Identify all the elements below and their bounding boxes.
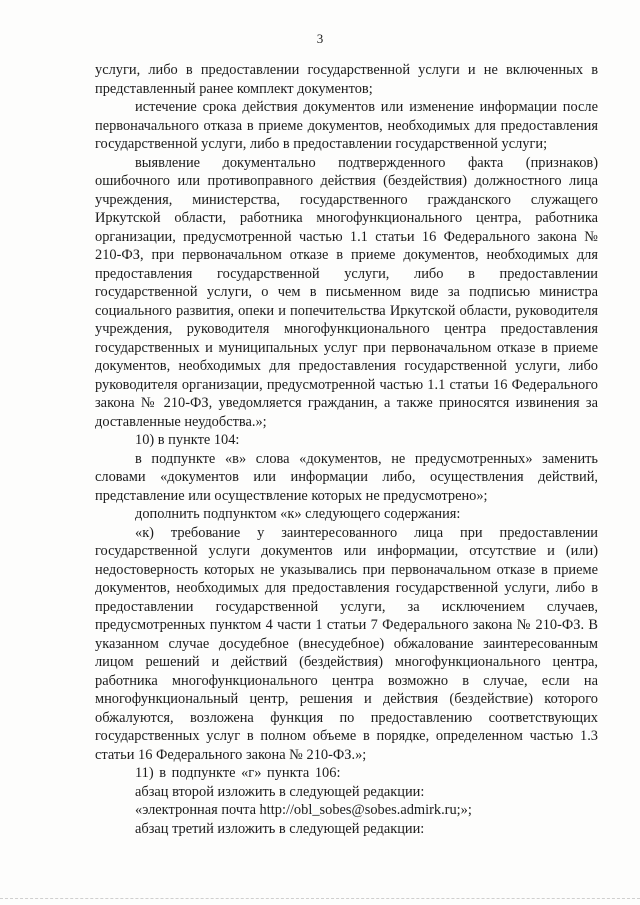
paragraph-subitem-k-text: «к) требование у заинтересованного лица при предоставлении государственной услуги документов или информации, отсутствие и (или) недостоверность которых не указывались при первоначальном отказе в приеме документов, необходимых для предоставления государственной услуги, либо в предоставлении государственной услуги, за исключением случаев, предусмотренных пунктом 4 части 1 статьи 7 Федерального закона № 210-ФЗ. В указанном случае досудебное (внесудебное) обжалование заинтересованным лицом решений и действий (бездействия) многофункционального центра, работника многофункционального центра возможно в случае, если на многофункциональный центр, решения и действия (бездействие) которого обжалуются, возложена функция по предоставлению соответствующих государственных услуг в полном объеме в порядке, определенном частью 1.3 статьи 16 Федерального закона № 210-ФЗ.»; xyxy=(95,524,598,763)
paragraph-add-subitem-k: дополнить подпунктом «к» следующего содержания: xyxy=(135,506,461,522)
document-body xyxy=(95,61,598,838)
paragraph-item-10-heading: 10) в пункте 104: xyxy=(135,432,240,448)
paragraph-error-detection: выявление документально подтвержденного факта (признаков) ошибочного или противоправного действия (бездействия) должностного лица учреждения, министерства, государственного гражданского служащего Иркутской области, работника многофункционального центра, работника организации, предусмотренной частью 1.1 статьи 16 Федерального закона № 210-ФЗ, при первоначальном отказе в приеме документов, необходимых для предоставления государственной услуги, либо в предоставлении государственной услуги, о чем в письменном виде за подписью министра социального развития, опеки и попечительства Иркутской области, руководителя учреждения, руководителя многофункционального центра предоставления государственных и муниципальных услуг при первоначальном отказе в приеме документов, необходимых для предоставления государственной услуги, либо руководителя организации, предусмотренной частью 1.1 статьи 16 Федерального закона № 210-ФЗ, уведомляется гражданин, а также приносятся извинения за доставленные неудобства.»; xyxy=(95,154,598,430)
paragraph-second-abzac: абзац второй изложить в следующей редакции: xyxy=(135,783,425,800)
paragraph-email: «электронная почта http://obl_sobes@sobes.admirk.ru;»; xyxy=(135,802,472,818)
paragraph-document-expiry: истечение срока действия документов или изменение информации после первоначального отказа в приеме документов, необходимых для предоставления государственной услуги, либо в предоставлении государственной услуги; xyxy=(95,99,598,152)
scan-edge-line xyxy=(0,898,640,900)
paragraph-subitem-v: в подпункте «в» слова «документов, не предусмотренных» заменить словами «документов или информации либо, осуществления действий, представление или осуществление которых не предусмотрено»; xyxy=(95,450,598,504)
page-number: 3 xyxy=(316,31,324,46)
paragraph-item-11-heading: 11) в подпункте «г» пункта 106: xyxy=(135,765,341,781)
paragraph-continuation: услуги, либо в предоставлении государственной услуги и не включенных в представленный ранее комплект документов; xyxy=(95,62,598,97)
paragraph-third-abzac: абзац третий изложить в следующей редакции: xyxy=(135,820,425,837)
